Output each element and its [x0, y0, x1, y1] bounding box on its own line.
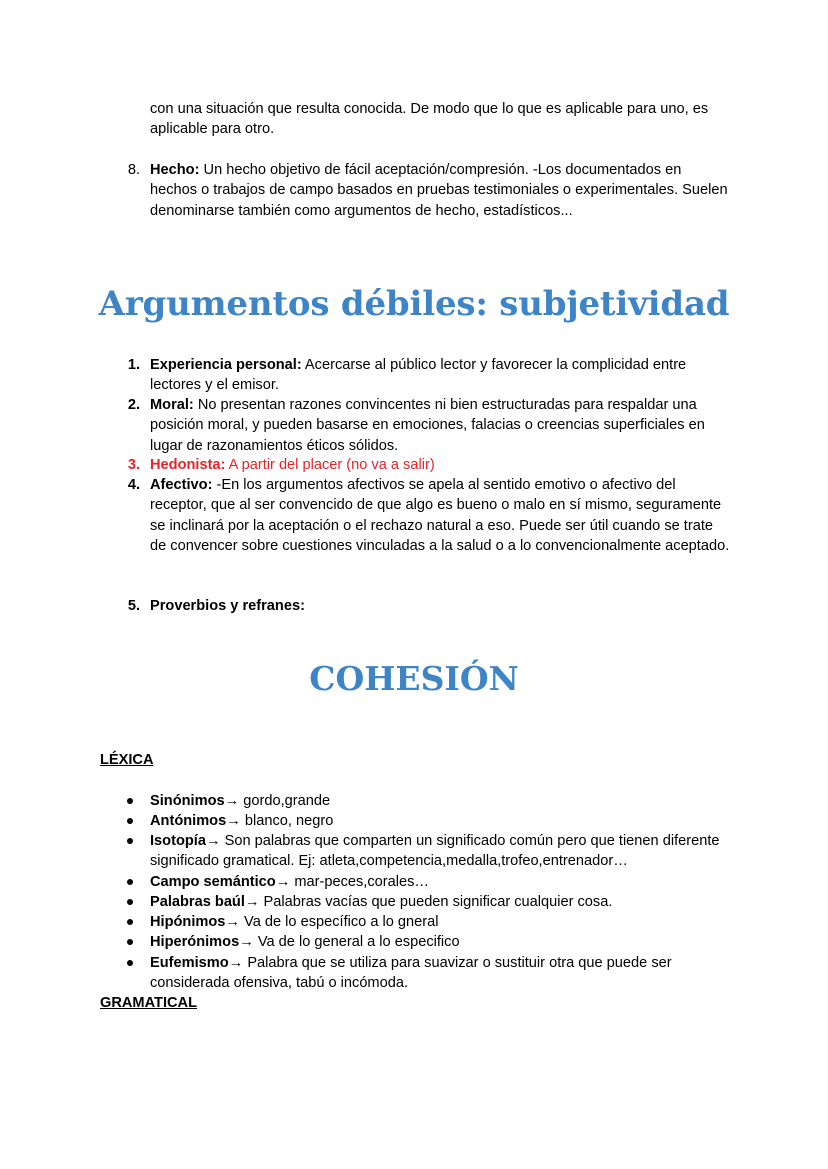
- bullet-item-eufemismo: [100, 953, 740, 994]
- list-term: Hedonista:: [150, 457, 226, 473]
- list-text: Un hecho objetivo de fácil aceptación/compresión. -Los documentados en hechos o trabajos de campo basados en pruebas testimoniales o experimentales. Suelen denominarse también como argumentos de hecho, estadísticos...: [150, 162, 728, 219]
- bullet-term: Hiperónimos: [150, 934, 240, 950]
- bullet-text: → mar-peces,corales…: [275, 874, 429, 890]
- bullet-term: Isotopía: [150, 833, 206, 849]
- bullet-dot: [127, 798, 133, 804]
- list-item-afectivo: [100, 475, 732, 556]
- bullet-text: → Palabra que se utiliza para suavizar o sustituir otra que puede ser considerada ofensiva, tabú o incómoda.: [150, 955, 672, 992]
- list-text: A partir del placer (no va a salir): [225, 457, 435, 473]
- bullet-term: Palabras baúl: [150, 894, 245, 910]
- heading-cohesion: COHESIÓN: [309, 659, 519, 698]
- bullet-item-palabras-baul: [100, 892, 740, 912]
- list-number: 8.: [127, 162, 140, 178]
- bullet-dot: [127, 818, 133, 824]
- bullet-item-campo-semantico: [100, 872, 740, 892]
- bullet-item-antonimos: [100, 811, 740, 831]
- bullet-item-isotopia: [100, 831, 740, 872]
- list-term: Hecho:: [150, 162, 200, 178]
- bullet-term: Eufemismo: [150, 955, 229, 971]
- bullet-term: Hipónimos: [150, 914, 226, 930]
- bullet-item-hiponimos: [100, 912, 740, 932]
- bullet-dot: [127, 838, 133, 844]
- list-item-hecho: [100, 160, 732, 221]
- list-number: 4.: [127, 477, 140, 493]
- bullet-text: → blanco, negro: [226, 813, 334, 829]
- list-number: 2.: [127, 397, 140, 413]
- bullet-dot: [127, 899, 133, 905]
- list-text: Acercarse al público lector y favorecer la complicidad entre lectores y el emisor.: [150, 357, 687, 394]
- list-text: No presentan razones convincentes ni bien estructuradas para respaldar una posición moral, y pueden basarse en emociones, falacias o creencias superficiales en lugar de razonamientos éticos sólidos.: [150, 397, 705, 454]
- bullet-text: → Va de lo general a lo especifico: [239, 934, 460, 950]
- bullet-dot: [127, 919, 133, 925]
- bullet-term: Antónimos: [150, 813, 227, 829]
- list-item-moral: [100, 395, 732, 456]
- list-term: Experiencia personal:: [150, 357, 302, 373]
- bullet-item-hiperonimos: [100, 932, 740, 952]
- heading-argumentos-debiles: Argumentos débiles: subjetividad: [98, 284, 730, 324]
- list-item-hedonista: [100, 455, 732, 475]
- list-term: Proverbios y refranes:: [150, 598, 305, 614]
- continuation-paragraph: con una situación que resulta conocida. De modo que lo que es aplicable para uno, es aplicable para otro.: [150, 101, 709, 138]
- bullet-term: Campo semántico: [150, 874, 276, 890]
- bullet-dot: [127, 879, 133, 885]
- list-number: 1.: [127, 357, 140, 373]
- bullet-item-sinonimos: [100, 791, 740, 811]
- subheading-lexica: LÉXICA: [100, 752, 154, 768]
- subheading-gramatical: GRAMATICAL: [100, 995, 198, 1011]
- bullet-dot: [127, 960, 133, 966]
- list-term: Moral:: [150, 397, 194, 413]
- bullet-text: → Palabras vacías que pueden significar cualquier cosa.: [244, 894, 613, 910]
- bullet-text: → Son palabras que comparten un significado común pero que tienen diferente significado gramatical. Ej: atleta,competencia,medalla,trofeo,entrenador…: [150, 833, 720, 870]
- list-item-proverbios: [100, 596, 732, 616]
- bullet-text: → gordo,grande: [224, 793, 331, 809]
- list-term: Afectivo:: [150, 477, 213, 493]
- bullet-term: Sinónimos: [150, 793, 225, 809]
- list-number: 5.: [127, 598, 140, 614]
- bullet-dot: [127, 939, 133, 945]
- list-text: -En los argumentos afectivos se apela al sentido emotivo o afectivo del receptor, que al ser convencido de que algo es bueno o malo en sí mismo, seguramente se inclinará por la aceptación o el rechazo natural a eso. Puede ser útil cuando se trate de convencer sobre cuestiones vinculadas a la salud o a lo convencionalmente aceptado.: [150, 477, 730, 554]
- bullet-text: → Va de lo específico a lo gneral: [225, 914, 439, 930]
- list-item-experiencia: [100, 355, 732, 396]
- list-number: 3.: [127, 457, 140, 473]
